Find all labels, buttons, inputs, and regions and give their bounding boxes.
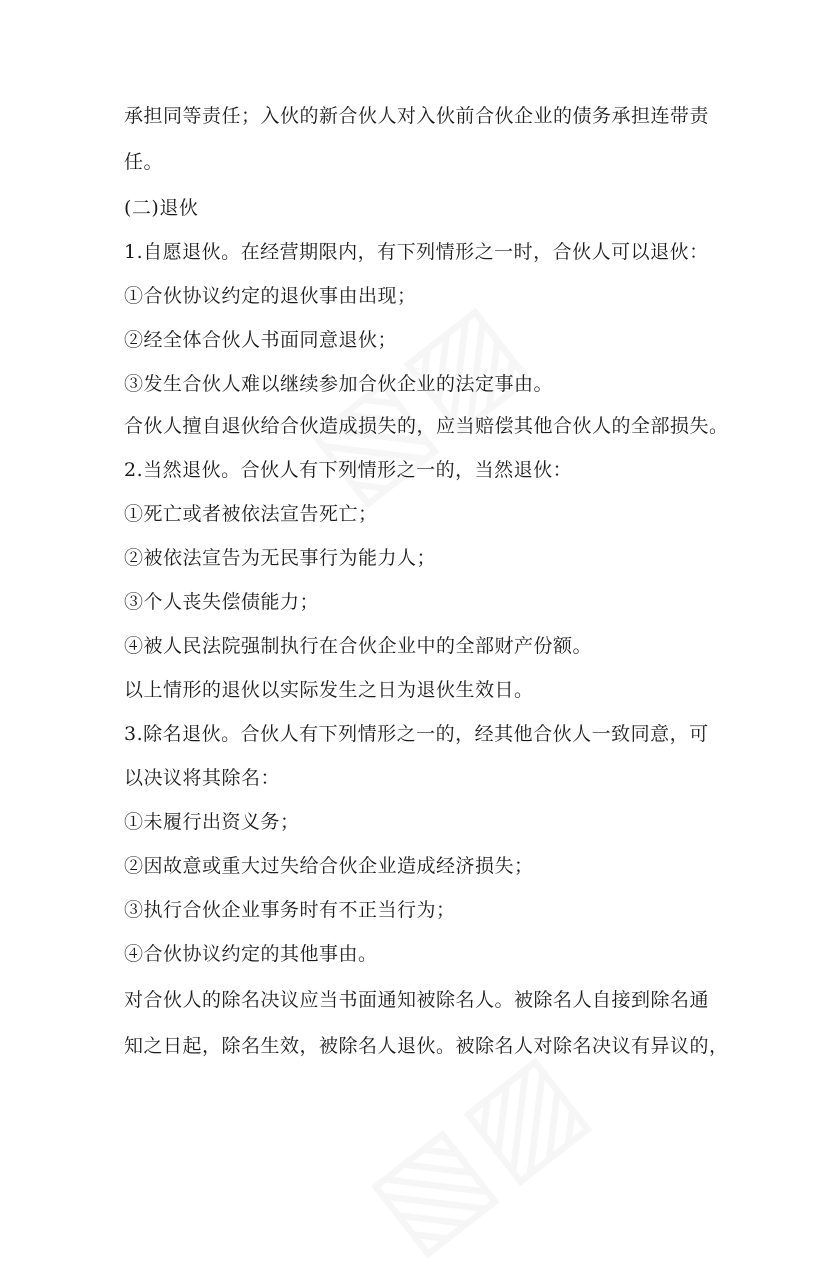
text-line: 知之日起，除名生效，被除名人退伙。被除名人对除名决议有异议的， (124, 1035, 729, 1057)
list-item: ③个人丧失偿债能力； (124, 591, 320, 613)
section-heading: (二)退伙 (124, 197, 199, 219)
list-item: ④合伙协议约定的其他事由。 (124, 943, 378, 965)
list-item: ②经全体合伙人书面同意退伙； (124, 329, 398, 351)
text-line: 2.当然退伙。合伙人有下列情形之一的，当然退伙： (124, 459, 573, 481)
text-line: 任。 (124, 151, 164, 173)
text-line: 1.自愿退伙。在经营期限内，有下列情形之一时，合伙人可以退伙： (124, 241, 709, 263)
list-item: ②被依法宣告为无民事行为能力人； (124, 547, 437, 569)
watermark-logo (282, 272, 553, 526)
list-item: ①未履行出资义务； (124, 811, 300, 833)
text-line: 3.除名退伙。合伙人有下列情形之一的，经其他合伙人一致同意，可 (124, 723, 709, 745)
list-item: ④被人民法院强制执行在合伙企业中的全部财产份额。 (124, 635, 593, 657)
text-line: 以决议将其除名： (124, 767, 281, 789)
list-item: ③发生合伙人难以继续参加合伙企业的法定事由。 (124, 373, 554, 395)
text-line: 对合伙人的除名决议应当书面通知被除名人。被除名人自接到除名通 (124, 989, 710, 1011)
list-item: ①死亡或者被依法宣告死亡； (124, 503, 378, 525)
list-item: ③执行合伙企业事务时有不正当行为； (124, 899, 456, 921)
list-item: ②因故意或重大过失给合伙企业造成经济损失； (124, 855, 534, 877)
text-line: 承担同等责任；入伙的新合伙人对入伙前合伙企业的债务承担连带责 (124, 105, 710, 127)
list-item: ①合伙协议约定的退伙事由出现； (124, 285, 417, 307)
text-line: 合伙人擅自退伙给合伙造成损失的，应当赔偿其他合伙人的全部损失。 (124, 415, 729, 437)
text-line: 以上情形的退伙以实际发生之日为退伙生效日。 (124, 679, 534, 701)
watermark-logo (342, 1022, 613, 1276)
